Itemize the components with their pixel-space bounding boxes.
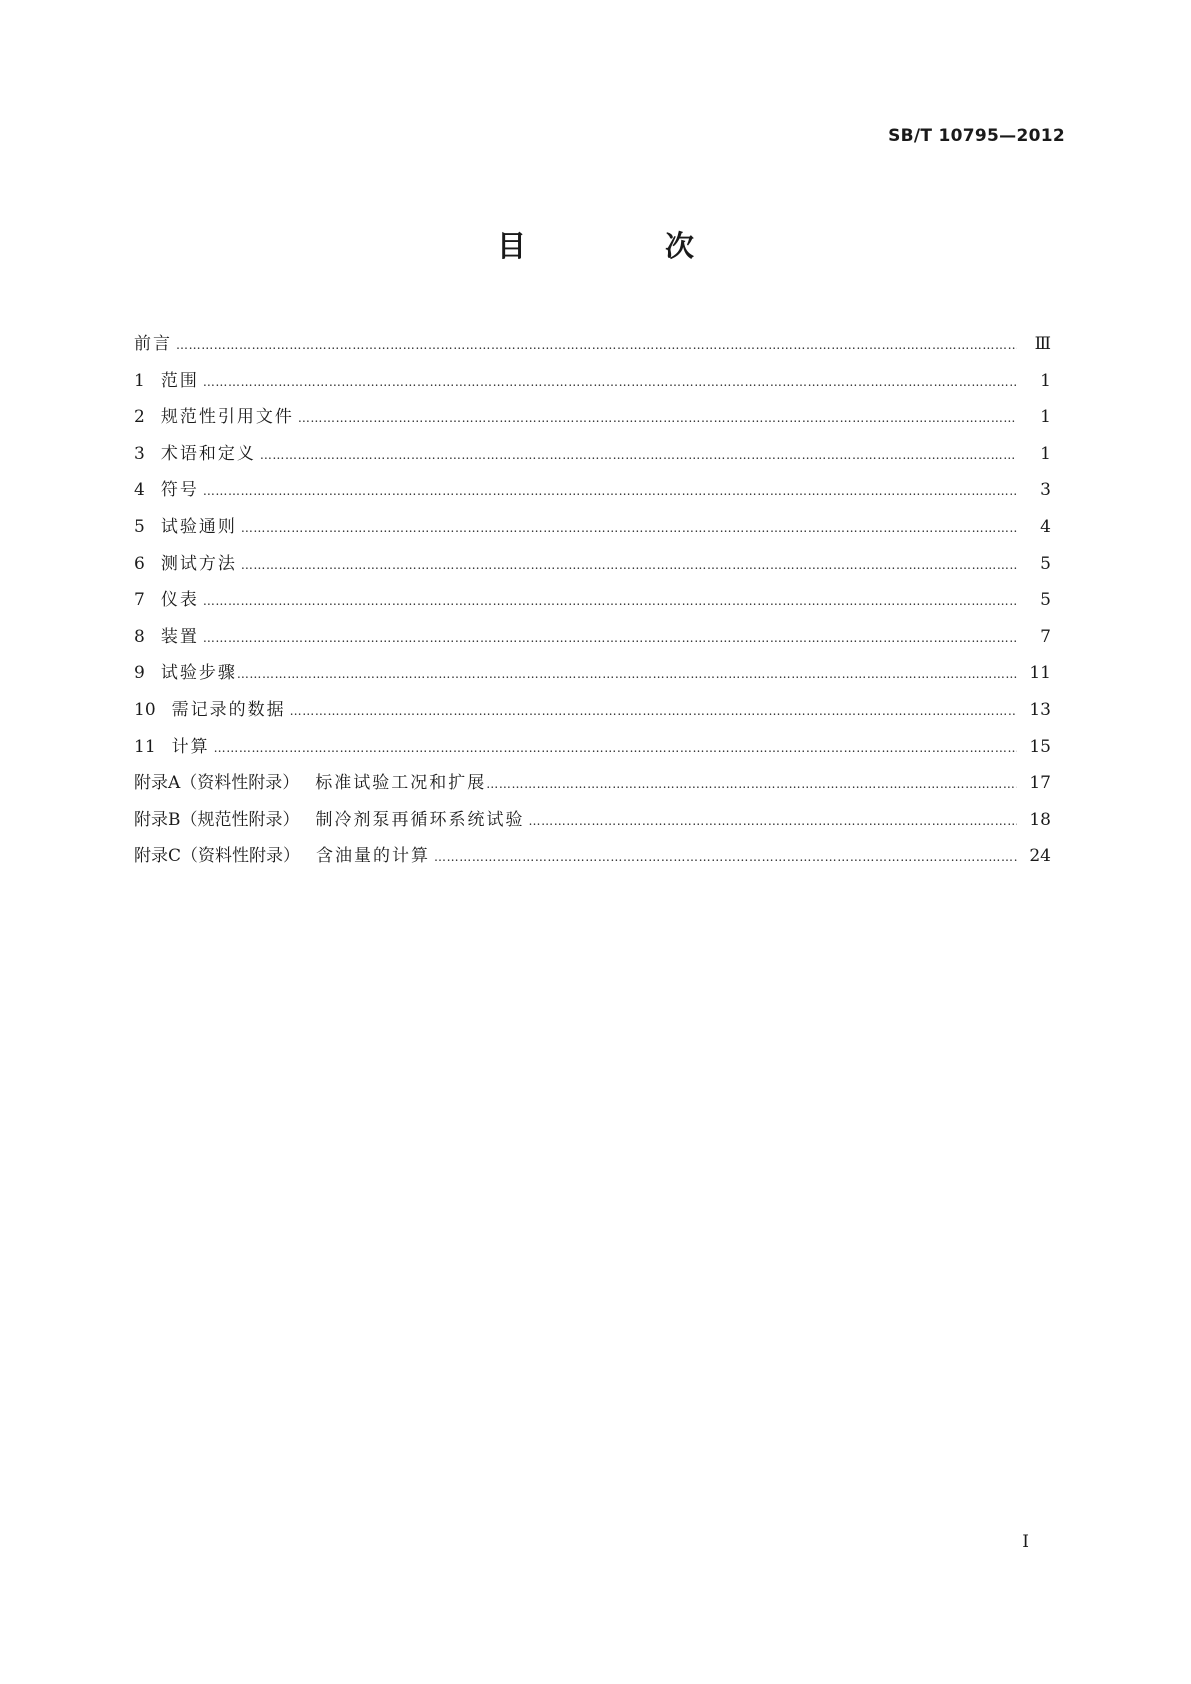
- dot-leader: [241, 547, 1017, 584]
- toc-page-number: 1: [1040, 443, 1051, 464]
- toc-entry-number: 8: [134, 626, 145, 647]
- toc-entry-number: 11: [134, 736, 156, 757]
- toc-entry-title: 前言: [134, 334, 172, 354]
- dot-leader: [434, 839, 1017, 876]
- toc-entry-calculation[interactable]: [134, 729, 1051, 766]
- dot-leader: [260, 437, 1017, 474]
- toc-entry-scope[interactable]: [134, 363, 1051, 400]
- toc-entry-number: 附录B（规范性附录）: [134, 809, 300, 830]
- toc-entry-apparatus[interactable]: [134, 619, 1051, 656]
- toc-page-number: 13: [1029, 699, 1051, 720]
- toc-page-number: 4: [1040, 516, 1051, 537]
- dot-leader: [290, 693, 1017, 730]
- toc-entry-title: 制冷剂泵再循环系统试验: [315, 809, 525, 830]
- toc-entry-number: 6: [134, 553, 145, 574]
- toc-entry-number: 附录C（资料性附录）: [134, 846, 301, 867]
- toc-entry-appendix-c[interactable]: [134, 838, 1051, 875]
- toc-entry-title: 术语和定义: [160, 443, 256, 464]
- toc-entry-number: 2: [134, 407, 145, 428]
- toc-page-number: 7: [1040, 626, 1051, 647]
- toc-entry-title: 范围: [160, 370, 199, 391]
- dot-leader: [203, 364, 1017, 401]
- toc-entry-number: 附录A（资料性附录）: [134, 773, 300, 794]
- dot-leader: [237, 656, 1017, 693]
- toc-page-number: 18: [1029, 809, 1051, 830]
- toc-page-number: 15: [1029, 736, 1051, 757]
- toc-entry-number: 4: [134, 480, 145, 501]
- toc-page-number: 17: [1029, 773, 1051, 794]
- toc-entry-instruments[interactable]: [134, 582, 1051, 619]
- table-of-contents: [134, 326, 1051, 875]
- toc-entry-title: 规范性引用文件: [160, 407, 294, 428]
- toc-entry-appendix-b[interactable]: [134, 802, 1051, 839]
- toc-entry-title: 仪表: [160, 590, 199, 611]
- standard-code: SB/T 10795—2012: [888, 126, 1065, 146]
- toc-entry-title: 试验通则: [160, 516, 237, 537]
- toc-entry-title: 装置: [160, 626, 199, 647]
- toc-entry-title: 含油量的计算: [316, 846, 431, 867]
- toc-page-number: 11: [1029, 663, 1051, 684]
- dot-leader: [486, 766, 1017, 803]
- toc-page-number: 3: [1040, 480, 1051, 501]
- toc-entry-title: 测试方法: [160, 553, 237, 574]
- toc-entry-normative-references[interactable]: [134, 399, 1051, 436]
- dot-leader: [298, 400, 1017, 437]
- toc-entry-title: 需记录的数据: [171, 699, 286, 720]
- toc-entry-number: 5: [134, 516, 145, 537]
- dot-leader: [203, 620, 1017, 657]
- page-number: I: [1022, 1532, 1029, 1552]
- dot-leader: [529, 803, 1018, 840]
- toc-entry-data-to-record[interactable]: [134, 692, 1051, 729]
- toc-entry-title: 试验步骤: [160, 663, 237, 684]
- toc-entry-number: 9: [134, 663, 145, 684]
- toc-entry-terms-definitions[interactable]: [134, 436, 1051, 473]
- toc-page-number: 5: [1040, 553, 1051, 574]
- toc-entry-appendix-a[interactable]: [134, 765, 1051, 802]
- toc-page-number: 24: [1029, 846, 1051, 867]
- toc-page-number: 1: [1040, 370, 1051, 391]
- toc-entry-test-procedure[interactable]: [134, 655, 1051, 692]
- toc-entry-foreword[interactable]: [134, 326, 1051, 363]
- toc-entry-number: 1: [134, 370, 145, 391]
- toc-entry-title: 符号: [160, 480, 199, 501]
- dot-leader: [203, 583, 1017, 620]
- dot-leader: [214, 730, 1017, 767]
- toc-entry-symbols[interactable]: [134, 472, 1051, 509]
- toc-entry-title: 计算: [171, 736, 210, 757]
- toc-entry-number: 10: [134, 699, 156, 720]
- toc-entry-test-methods[interactable]: [134, 546, 1051, 583]
- toc-title: 目 次: [496, 229, 749, 263]
- dot-leader: [176, 327, 1017, 364]
- toc-page-number: 1: [1040, 407, 1051, 428]
- toc-page-number: 5: [1040, 590, 1051, 611]
- dot-leader: [241, 510, 1017, 547]
- toc-entry-number: 3: [134, 443, 145, 464]
- dot-leader: [203, 473, 1017, 510]
- toc-entry-title: 标准试验工况和扩展: [315, 773, 487, 794]
- toc-page-number: Ⅲ: [1034, 334, 1051, 354]
- toc-entry-number: 7: [134, 590, 145, 611]
- toc-entry-general-test-rules[interactable]: [134, 509, 1051, 546]
